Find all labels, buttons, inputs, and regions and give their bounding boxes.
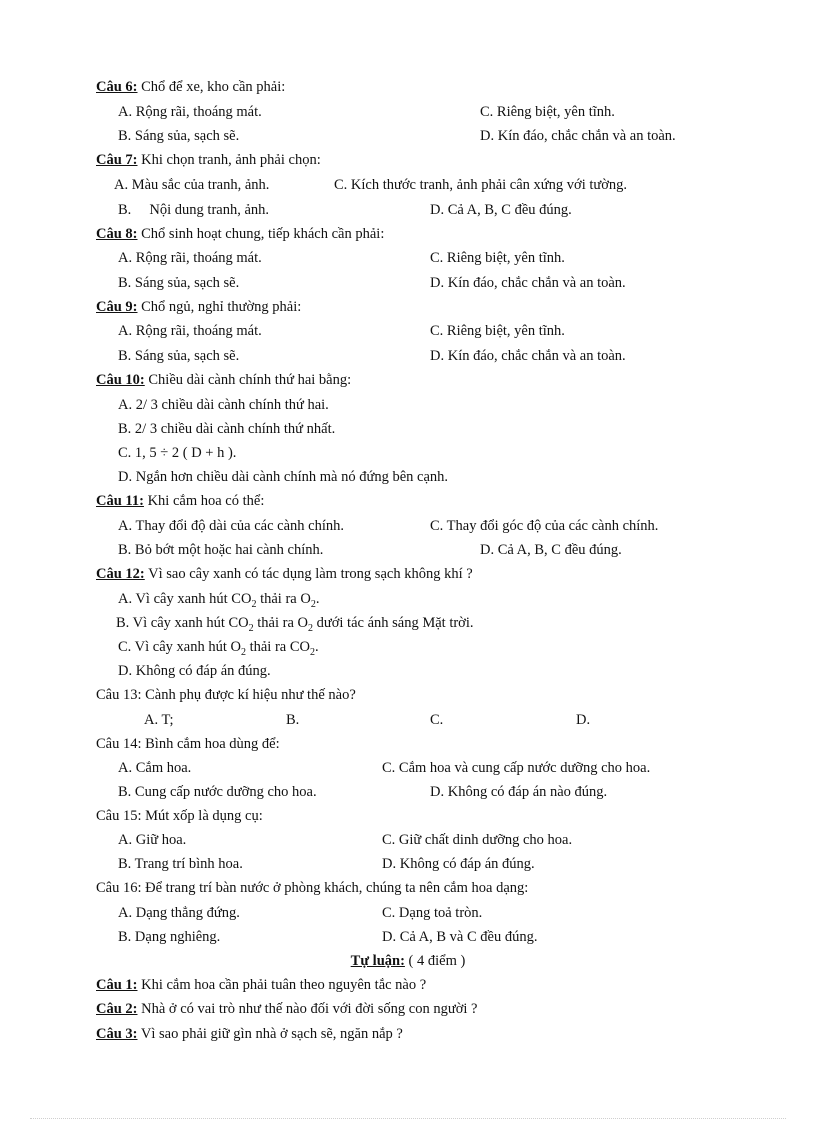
- subscript: 2: [240, 646, 246, 658]
- essay-title: Tự luận:: [350, 953, 405, 969]
- question-text: Vì sao cây xanh có tác dụng làm trong sạch không khí ?: [144, 566, 473, 582]
- question-12: [96, 564, 473, 584]
- essay-question-3: [96, 1024, 403, 1044]
- q9-option-b: B. Sáng sủa, sạch sẽ.: [118, 348, 240, 364]
- q11-option-c: C. Thay đổi góc độ của các cành chính.: [430, 518, 659, 534]
- question-text: Khi chọn tranh, ảnh phải chọn:: [137, 152, 321, 168]
- q9-option-d: D. Kín đáo, chắc chắn và an toàn.: [430, 348, 626, 364]
- q14-option-c: C. Cắm hoa và cung cấp nước dưỡng cho hoa.: [382, 760, 651, 776]
- q15-option-b: B. Trang trí bình hoa.: [118, 856, 243, 872]
- subscript: 2: [308, 622, 313, 634]
- question-label: Câu 11:: [96, 493, 144, 509]
- question-9: [96, 297, 301, 317]
- question-11: [96, 491, 264, 511]
- question-6: [96, 77, 285, 97]
- q13-option-b: B.: [286, 712, 300, 728]
- q8-option-d: D. Kín đáo, chắc chắn và an toàn.: [430, 275, 626, 291]
- question-label: Câu 1:: [96, 977, 138, 993]
- question-label: Câu 2:: [96, 1001, 138, 1017]
- question-10: [96, 370, 351, 390]
- q12-option-a: [118, 589, 319, 609]
- q8-option-a: A. Rộng rãi, thoáng mát.: [118, 250, 262, 266]
- q8-option-b: B. Sáng sủa, sạch sẽ.: [118, 275, 240, 291]
- question-15: Câu 15: Mút xốp là dụng cụ:: [96, 808, 263, 824]
- q6-option-d: D. Kín đáo, chắc chắn và an toàn.: [480, 128, 676, 144]
- footer-divider: [30, 1118, 786, 1119]
- option-text: thải ra CO: [245, 639, 310, 655]
- q15-option-c: C. Giữ chất dinh dưỡng cho hoa.: [382, 832, 573, 848]
- question-label: Câu 8:: [96, 226, 138, 242]
- question-label: Câu 10:: [96, 372, 145, 388]
- essay-question-1: [96, 975, 426, 995]
- question-text: Chiều dài cành chính thứ hai bằng:: [144, 372, 352, 388]
- q6-option-a: A. Rộng rãi, thoáng mát.: [118, 104, 262, 120]
- question-text: Khi cắm hoa có thể:: [143, 493, 265, 509]
- q7-option-b: B. Nội dung tranh, ảnh.: [118, 202, 270, 218]
- q15-option-d: D. Không có đáp án đúng.: [382, 856, 535, 872]
- q13-option-c: C.: [430, 712, 444, 728]
- question-label: Câu 9:: [96, 299, 138, 315]
- essay-question-2: [96, 999, 477, 1019]
- q14-option-d: D. Không có đáp án nào đúng.: [430, 784, 608, 800]
- q16-option-d: D. Cả A, B và C đều đúng.: [382, 929, 538, 945]
- q8-option-c: C. Riêng biệt, yên tĩnh.: [430, 250, 565, 266]
- essay-points: ( 4 điểm ): [404, 953, 466, 969]
- option-text: A. Vì cây xanh hút CO: [118, 591, 252, 607]
- q13-option-a: A. T;: [144, 712, 174, 728]
- q6-option-c: C. Riêng biệt, yên tĩnh.: [480, 104, 615, 120]
- q14-option-b: B. Cung cấp nước dưỡng cho hoa.: [118, 784, 317, 800]
- question-13: Câu 13: Cành phụ được kí hiệu như thế nào?: [96, 687, 356, 703]
- question-8: [96, 224, 384, 244]
- question-text: Chổ sinh hoạt chung, tiếp khách cần phải:: [137, 226, 385, 242]
- q6-option-b: B. Sáng sủa, sạch sẽ.: [118, 128, 240, 144]
- q10-option-b: B. 2/ 3 chiều dài cành chính thứ nhất.: [118, 421, 336, 437]
- q12-option-d: D. Không có đáp án đúng.: [118, 663, 271, 679]
- question-label: Câu 3:: [96, 1026, 138, 1042]
- q12-option-b: [116, 613, 474, 633]
- question-label: Câu 6:: [96, 79, 138, 95]
- question-label: Câu 7:: [96, 152, 138, 168]
- subscript: 2: [310, 646, 315, 658]
- question-text: Khi cắm hoa cần phải tuân theo nguyên tắc nào ?: [137, 977, 427, 993]
- subscript: 2: [310, 598, 316, 610]
- q9-option-a: A. Rộng rãi, thoáng mát.: [118, 323, 262, 339]
- question-7: [96, 150, 321, 170]
- q10-option-d: D. Ngắn hơn chiều dài cành chính mà nó đứng bên cạnh.: [118, 469, 449, 485]
- q10-option-c: C. 1, 5 ÷ 2 ( D + h ).: [118, 445, 237, 461]
- question-16: Câu 16: Để trang trí bàn nước ở phòng khách, chúng ta nên cắm hoa dạng:: [96, 880, 529, 896]
- question-text: Chổ ngủ, nghỉ thường phải:: [137, 299, 302, 315]
- q11-option-d: D. Cả A, B, C đều đúng.: [480, 542, 622, 558]
- q12-option-c: [118, 637, 319, 657]
- q16-option-b: B. Dạng nghiêng.: [118, 929, 221, 945]
- subscript: 2: [251, 598, 257, 610]
- q7-option-c: C. Kích thước tranh, ảnh phải cân xứng với tường.: [334, 177, 628, 193]
- option-text: C. Vì cây xanh hút O: [118, 639, 241, 655]
- option-text: .: [315, 591, 320, 607]
- option-text: dưới tác ánh sáng Mặt trời.: [313, 615, 474, 631]
- q13-option-d: D.: [576, 712, 591, 728]
- q7-option-a: A. Màu sắc của tranh, ảnh.: [114, 177, 270, 193]
- q10-option-a: A. 2/ 3 chiều dài cành chính thứ hai.: [118, 397, 329, 413]
- option-text: .: [315, 639, 319, 655]
- q16-option-a: A. Dạng thẳng đứng.: [118, 905, 240, 921]
- question-text: Nhà ở có vai trò như thế nào đối với đời sống con người ?: [137, 1001, 478, 1017]
- option-text: B. Vì cây xanh hút CO: [116, 615, 249, 631]
- subscript: 2: [248, 622, 254, 634]
- option-text: thải ra O: [253, 615, 308, 631]
- question-text: Vì sao phải giữ gìn nhà ở sạch sẽ, ngăn nắp ?: [137, 1026, 403, 1042]
- q7-option-d: D. Cả A, B, C đều đúng.: [430, 202, 572, 218]
- q16-option-c: C. Dạng toả tròn.: [382, 905, 483, 921]
- question-text: Chổ để xe, kho cần phải:: [137, 79, 286, 95]
- q15-option-a: A. Giữ hoa.: [118, 832, 187, 848]
- option-text: thải ra O: [256, 591, 311, 607]
- q14-option-a: A. Cắm hoa.: [118, 760, 192, 776]
- q9-option-c: C. Riêng biệt, yên tĩnh.: [430, 323, 565, 339]
- q11-option-a: A. Thay đổi độ dài của các cành chính.: [118, 518, 345, 534]
- essay-heading: [0, 951, 816, 971]
- q11-option-b: B. Bỏ bớt một hoặc hai cành chính.: [118, 542, 324, 558]
- question-label: Câu 12:: [96, 566, 145, 582]
- question-14: Câu 14: Bình cắm hoa dùng để:: [96, 736, 280, 752]
